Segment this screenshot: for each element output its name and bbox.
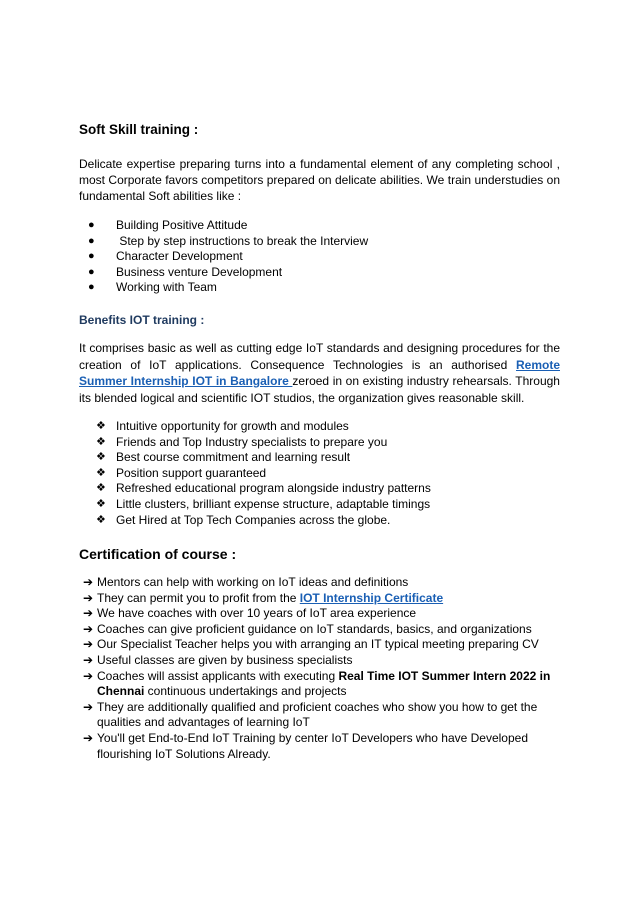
list-item: ● Step by step instructions to break the Interview xyxy=(88,233,369,248)
list-item: ● Building Positive Attitude xyxy=(88,218,248,232)
bullet-icon: ● xyxy=(88,250,95,262)
bullet-icon: ● xyxy=(88,265,95,278)
list-item: ● Business venture Development xyxy=(88,264,283,279)
list-item: ● Character Development xyxy=(88,249,243,263)
list-item: ➔ Mentors can help with working on IoT ideas and definitions xyxy=(83,575,409,589)
list-item: ❖ Get Hired at Top Tech Companies across the globe. xyxy=(96,512,391,527)
benefits-paragraph: It comprises basic as well as cutting edge IoT standards and designing procedures for the creation of IoT applications. Consequence Technologies is an authorised Remote Summer Internship IOT in Bangalore zeroed in on existing industry rehearsals. Through its blended logical and scientific IOT studios, the organization gives reasonable skill. xyxy=(79,341,560,405)
diamond-bullet-icon: ❖ xyxy=(96,482,106,495)
soft-skill-list xyxy=(88,218,368,296)
arrow-icon: ➔ xyxy=(83,668,94,683)
arrow-icon: ➔ xyxy=(83,621,94,636)
diamond-bullet-icon: ❖ xyxy=(96,513,106,526)
diamond-bullet-icon: ❖ xyxy=(96,497,106,510)
remote-internship-link[interactable]: Remote Summer Internship IOT in Bangalore xyxy=(79,357,560,388)
diamond-bullet-icon: ❖ xyxy=(96,435,106,448)
list-item: ➔ Coaches can give proficient guidance on IoT standards, basics, and organizations xyxy=(83,621,532,636)
list-item: ❖ Little clusters, brilliant expense structure, adaptable timings xyxy=(96,496,431,511)
list-item: ❖ Best course commitment and learning result xyxy=(96,450,351,465)
arrow-icon: ➔ xyxy=(83,637,94,652)
list-item: ➔ We have coaches with over 10 years of IoT area experience xyxy=(83,606,417,621)
bullet-icon: ● xyxy=(88,219,95,231)
arrow-icon: ➔ xyxy=(83,590,94,605)
list-item: ❖ Friends and Top Industry specialists to prepare you xyxy=(96,434,388,449)
diamond-bullet-icon: ❖ xyxy=(96,420,106,432)
soft-skill-heading: Soft Skill training : xyxy=(79,122,199,137)
list-item: ❖ Refreshed educational program alongside industry patterns xyxy=(96,481,431,496)
bullet-icon: ● xyxy=(88,234,95,247)
arrow-icon: ➔ xyxy=(83,606,94,621)
arrow-icon: ➔ xyxy=(83,730,94,745)
diamond-bullet-icon: ❖ xyxy=(96,451,106,464)
list-item: ➔ They are additionally qualified and proficient coaches who show you how to get the qualities and advantages of learning IoT xyxy=(83,699,538,730)
bullet-icon: ● xyxy=(88,281,95,293)
list-item: ➔ Coaches will assist applicants with executing Real Time IOT Summer Intern 2022 in Chennai continuous undertakings and projects xyxy=(83,668,551,699)
list-item: ➔ They can permit you to profit from the IOT Internship Certificate xyxy=(83,590,444,605)
diamond-bullet-icon: ❖ xyxy=(96,466,106,479)
certification-heading: Certification of course : xyxy=(79,546,237,562)
benefits-list xyxy=(96,419,431,528)
certification-list xyxy=(83,575,563,762)
list-item: ➔ Useful classes are given by business specialists xyxy=(83,652,353,667)
arrow-icon: ➔ xyxy=(83,652,94,667)
arrow-icon: ➔ xyxy=(83,699,94,714)
benefits-heading: Benefits IOT training : xyxy=(79,313,205,327)
list-item: ❖ Intuitive opportunity for growth and modules xyxy=(96,419,349,433)
iot-certificate-link[interactable]: IOT Internship Certificate xyxy=(299,590,444,605)
soft-skill-paragraph: Delicate expertise preparing turns into a fundamental element of any completing school , most Corporate favors competitors prepared on delicate abilities. We train understudies on fundamental Soft abilities like : xyxy=(79,157,560,203)
list-item: ➔ You'll get End-to-End IoT Training by center IoT Developers who have Developed flourishing IoT Solutions Already. xyxy=(83,730,528,761)
arrow-icon: ➔ xyxy=(83,575,94,589)
list-item: ● Working with Team xyxy=(88,280,217,294)
list-item: ➔ Our Specialist Teacher helps you with arranging an IT typical meeting preparing CV xyxy=(83,637,539,652)
list-item: ❖ Position support guaranteed xyxy=(96,465,267,480)
